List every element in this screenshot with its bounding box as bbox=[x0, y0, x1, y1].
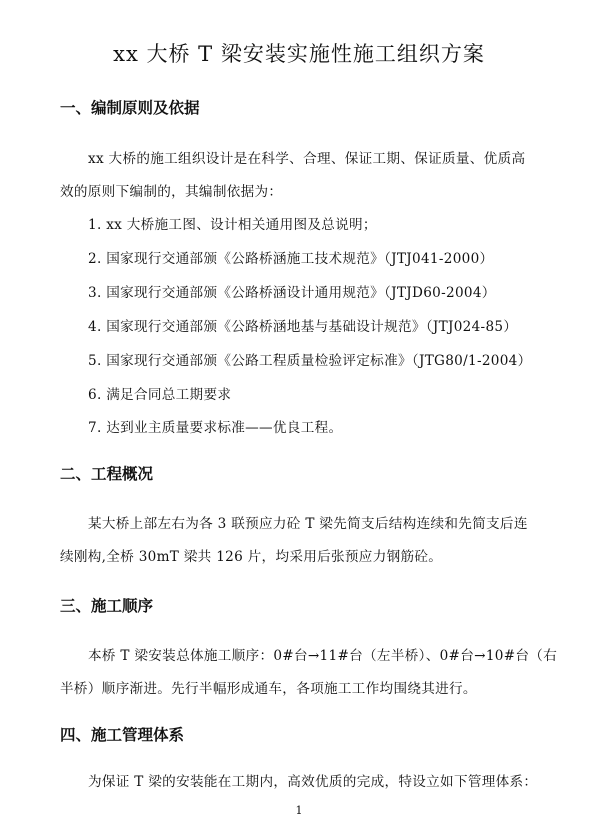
section-2-paragraph-line-1: 某大桥上部左右为各 3 联预应力砼 T 梁先简支后结构连续和先简支后连 bbox=[88, 516, 528, 532]
page-number: 1 bbox=[295, 804, 303, 817]
section-3-paragraph-line-1: 本桥 T 梁安装总体施工顺序：0#台→11#台（左半桥）、0#台→10#台（右 bbox=[88, 648, 558, 664]
section-4-paragraph-line-1: 为保证 T 梁的安装能在工期内，高效优质的完成，特设立如下管理体系： bbox=[88, 774, 538, 790]
section-heading-3: 三、施工顺序 bbox=[60, 597, 154, 615]
basis-item-2: 2. 国家现行交通部颁《公路桥涵施工技术规范》（JTJ041-2000） bbox=[88, 251, 494, 267]
section-heading-1: 一、编制原则及依据 bbox=[60, 99, 200, 117]
section-1-paragraph-line-2: 效的原则下编制的，其编制依据为： bbox=[60, 184, 283, 200]
basis-item-6: 6. 满足合同总工期要求 bbox=[88, 387, 232, 403]
basis-item-4: 4. 国家现行交通部颁《公路桥涵地基与基础设计规范》（JTJ024-85） bbox=[88, 319, 518, 335]
document-title: xx 大桥 T 梁安装实施性施工组织方案 bbox=[113, 42, 485, 66]
basis-item-7: 7. 达到业主质量要求标准——优良工程。 bbox=[88, 420, 343, 436]
basis-item-5: 5. 国家现行交通部颁《公路工程质量检验评定标准》（JTG80/1-2004） bbox=[88, 353, 532, 369]
section-2-paragraph-line-2: 续刚构,全桥 30mT 梁共 126 片，均采用后张预应力钢筋砼。 bbox=[60, 549, 443, 565]
basis-item-3: 3. 国家现行交通部颁《公路桥涵设计通用规范》（JTJD60-2004） bbox=[88, 285, 496, 301]
section-1-paragraph-line-1: xx 大桥的施工组织设计是在科学、合理、保证工期、保证质量、优质高 bbox=[88, 151, 526, 167]
section-heading-2: 二、工程概况 bbox=[60, 465, 154, 483]
basis-item-1: 1. xx 大桥施工图、设计相关通用图及总说明； bbox=[88, 217, 377, 233]
section-3-paragraph-line-2: 半桥）顺序渐进。先行半幅形成通车，各项施工工作均围绕其进行。 bbox=[60, 681, 477, 697]
section-heading-4: 四、施工管理体系 bbox=[60, 726, 185, 744]
